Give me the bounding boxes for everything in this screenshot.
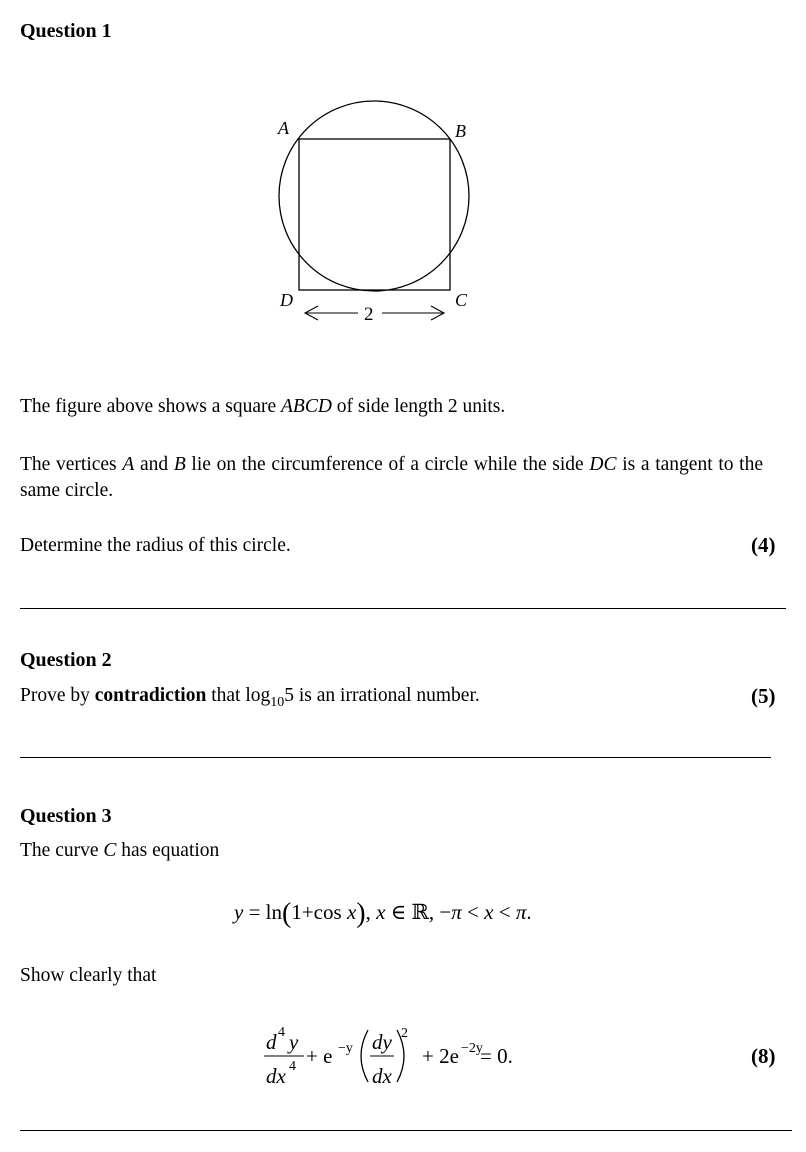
curve-equation: y = ln(1+cos x), x ∈ ℝ, −π < x < π. [234,898,532,929]
svg-text:d: d [266,1030,277,1054]
svg-text:2: 2 [401,1026,408,1041]
label-b: B [455,121,466,141]
label-d: D [280,290,293,310]
question-1-title: Question 1 [20,20,112,42]
svg-text:4: 4 [278,1025,285,1040]
q2-marks: (5) [751,684,776,708]
q1-marks: (4) [751,533,776,557]
q1-line-1: The figure above shows a square ABCD of side length 2 units. [20,396,506,417]
divider-1 [20,608,786,609]
svg-text:dx: dx [266,1064,286,1088]
svg-text:dx: dx [372,1064,392,1088]
label-c: C [455,290,468,310]
question-2-title: Question 2 [20,649,112,671]
svg-text:+ 2e: + 2e [422,1044,459,1068]
divider-3 [20,1130,792,1131]
q3-show: Show clearly that [20,965,157,986]
dimension-label: 2 [364,304,374,325]
svg-text:y: y [289,1030,299,1054]
svg-text:dy: dy [372,1030,392,1054]
label-a: A [278,118,289,138]
differential-equation [258,1022,578,1092]
question-3-title: Question 3 [20,805,112,827]
left-paren-icon [361,1030,368,1082]
q3-intro: The curve C has equation [20,840,220,861]
square-abcd [299,139,450,290]
circle-shape [279,101,469,291]
divider-2 [20,757,771,758]
svg-text:4: 4 [289,1059,296,1074]
svg-text:−2y: −2y [461,1041,483,1056]
q1-line-2: The vertices A and B lie on the circumference of a circle while the side DC is a tangent to the same circle. [20,454,764,501]
svg-text:= 0.: = 0. [480,1044,513,1068]
q3-marks: (8) [751,1044,776,1068]
q1-line-3: Determine the radius of this circle. [20,535,291,556]
svg-text:−y: −y [338,1041,353,1056]
svg-text:+ e: + e [306,1044,333,1068]
q2-statement: Prove by contradiction that $\log_{10}5$ is an irrational number. [20,685,480,710]
square-circle-figure [0,0,806,340]
